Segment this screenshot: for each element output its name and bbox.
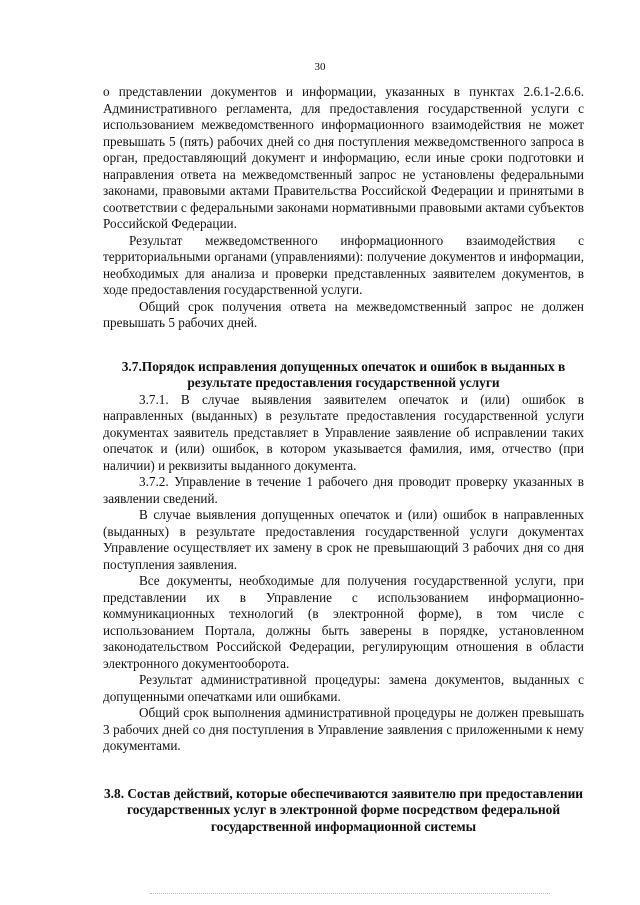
paragraph-procedure-result: Результат административной процедуры: замена документов, выданных с допущенными опечатками или ошибками.	[103, 672, 584, 704]
paragraph-continuation: о представлении документов и информации, указанных в пунктах 2.6.1-2.6.6. Административного регламента, для предоставления государственной услуги с использованием межведомственного информационного взаимодействия не может превышать 5 (пять) рабочих дней со дня поступления межведомственного запроса в орган, предоставляющий документ и информацию, если иные сроки подготовки и направления ответа на межведомственный запрос не установлены федеральными законами, правовыми актами Правительства Российской Федерации и принятыми в соответствии с федеральными законами нормативными правовыми актами субъектов Российской Федерации.	[103, 84, 584, 231]
paragraph-response-term: Общий срок получения ответа на межведомственный запрос не должен превышать 5 рабочих дней.	[103, 298, 584, 330]
paragraph-electronic-documents: Все документы, необходимые для получения государственной услуги, при представлении их в Управление с использованием информационно-коммуникационных технологий (в электронной форме), в том числе с использованием Портала, должны быть заверены в порядке, установленном законодательством Российской Федерации, регулирующим отношения в области электронного документооборота.	[103, 573, 584, 671]
paragraph-3-7-2: 3.7.2. Управление в течение 1 рабочего дня проводит проверку указанных в заявлении сведений.	[103, 474, 584, 506]
paragraph-3-7-1: 3.7.1. В случае выявления заявителем опечаток и (или) ошибок в направленных (выданных) в результате предоставления государственной услуги документах заявитель представляет в Управление заявление об исправлении таких опечаток и (или) ошибок, в котором указывается фамилия, имя, отчество (при наличии) и реквизиты выданного документа.	[103, 391, 584, 473]
spacer	[103, 755, 584, 786]
page-number: 30	[314, 61, 326, 73]
document-body	[103, 84, 584, 835]
section-heading-3-8: 3.8. Состав действий, которые обеспечиваются заявителю при предоставлении государственных услуг в электронной форме посредством федеральной государственной информационной системы	[103, 785, 584, 834]
paragraph-procedure-term: Общий срок выполнения административной процедуры не должен превышать 3 рабочих дней со дня поступления в Управление заявления с приложенными к нему документами.	[103, 705, 584, 753]
paragraph-interaction-result: Результат межведомственного информационного взаимодействия с территориальными органами (управлениями): получение документов и информации, необходимых для анализа и проверки представленных заявителем документов, в ходе предоставления государственной услуги.	[103, 232, 584, 297]
spacer	[103, 332, 584, 359]
paragraph-errors-replacement: В случае выявления допущенных опечаток и (или) ошибок в направленных (выданных) в результате предоставления государственной услуги документах Управление осуществляет их замену в срок не превышающий 3 рабочих дня со дня поступления заявления.	[103, 507, 584, 572]
scan-artifact-line	[150, 893, 550, 895]
section-heading-3-7: 3.7.Порядок исправления допущенных опечаток и ошибок в выданных в результате предоставления государственной услуги	[121, 358, 566, 390]
